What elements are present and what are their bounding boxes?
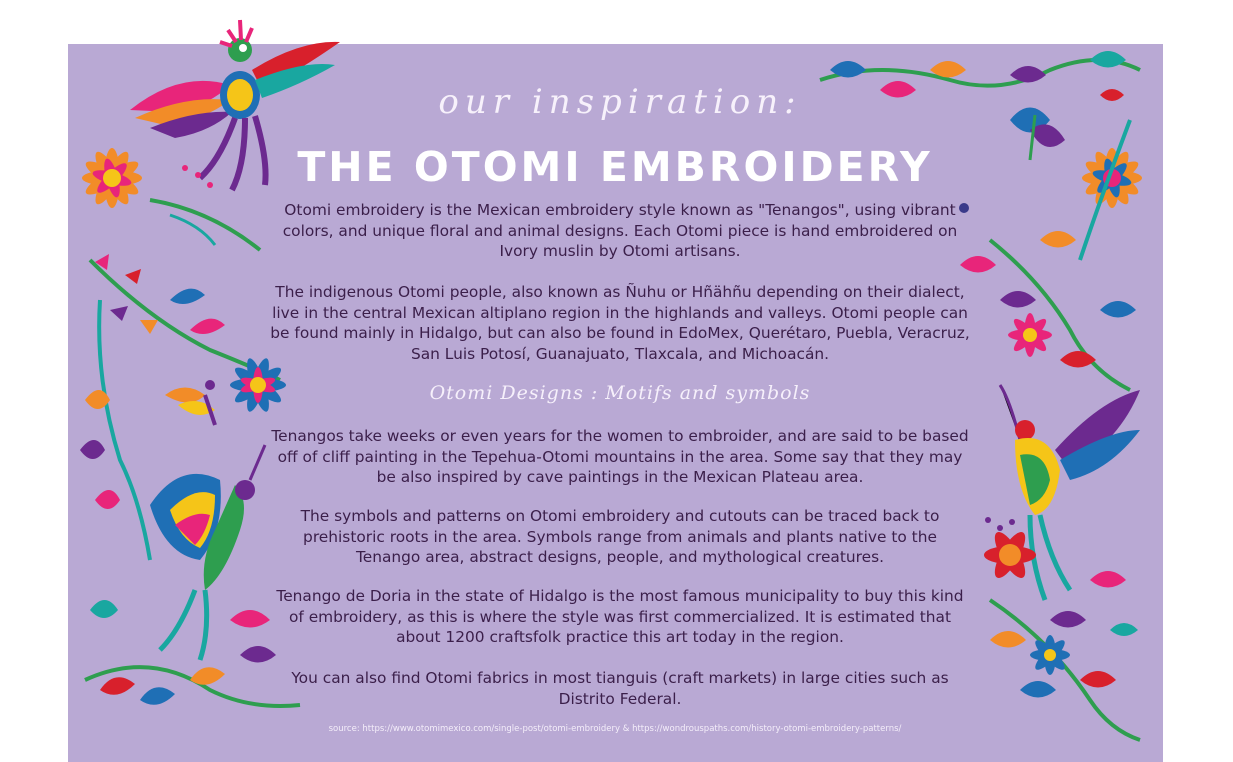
section-subheading: Otomi Designs : Motifs and symbols (429, 382, 811, 404)
paragraph-tenango-de-doria: Tenango de Doria in the state of Hidalgo is the most famous municipality to buy this kind of embroidery, as this is where the style was first commercialized. It is estimated that about 1200 craftsfolk practice this art today in the region. (276, 587, 964, 646)
page-title: THE OTOMI EMBROIDERY (297, 143, 933, 191)
paragraph-tianguis: You can also find Otomi fabrics in most tianguis (craft markets) in large cities such as Distrito Federal. (291, 669, 949, 708)
paragraph-symbols: The symbols and patterns on Otomi embroidery and cutouts can be traced back to prehistoric roots in the area. Symbols range from animals and plants native to the Tenango area, abstract designs, people, and mythological creatures. (300, 507, 940, 566)
butterfly-icon (165, 380, 215, 425)
flower-icon (230, 356, 286, 414)
flower-icon (1030, 635, 1070, 675)
flower-icon (1008, 313, 1052, 357)
flower-icon (984, 528, 1036, 582)
flower-icon (82, 148, 142, 208)
butterfly-icon (1010, 108, 1065, 161)
leaf-icon (85, 600, 300, 706)
hummingbird-icon (150, 445, 265, 660)
paragraph-tenangos: Tenangos take weeks or even years for the women to embroider, and are said to be based off of cliff painting in the Tepehua-Otomi mountains in the area. Some say that they may be also inspired by cave paintings in the Mexican Plateau area. (271, 427, 969, 486)
source-citation: source: https://www.otomimexico.com/single-post/otomi-embroidery & https://wondrouspaths.com/history-otomi-embroidery-patterns/ (328, 724, 902, 734)
paragraph-people: The indigenous Otomi people, also known as Ñuhu or Hñähñu depending on their dialect, live in the central Mexican altiplano region in the highlands and valleys. Otomi people can be found mainly in Hidalgo, but can also be found in EdoMex, Querétaro, Puebla, Veracruz, San Luis Potosí, Guanajuato, Tlaxcala, and Michoacán. (270, 283, 970, 363)
script-title: our inspiration: (438, 82, 802, 122)
flower-icon (1082, 148, 1142, 208)
paragraph-intro: Otomi embroidery is the Mexican embroidery style known as "Tenangos", using vibrant colors, and unique floral and animal designs. Each Otomi piece is hand embroidered on Ivory muslin by Otomi artisans. (282, 201, 958, 260)
